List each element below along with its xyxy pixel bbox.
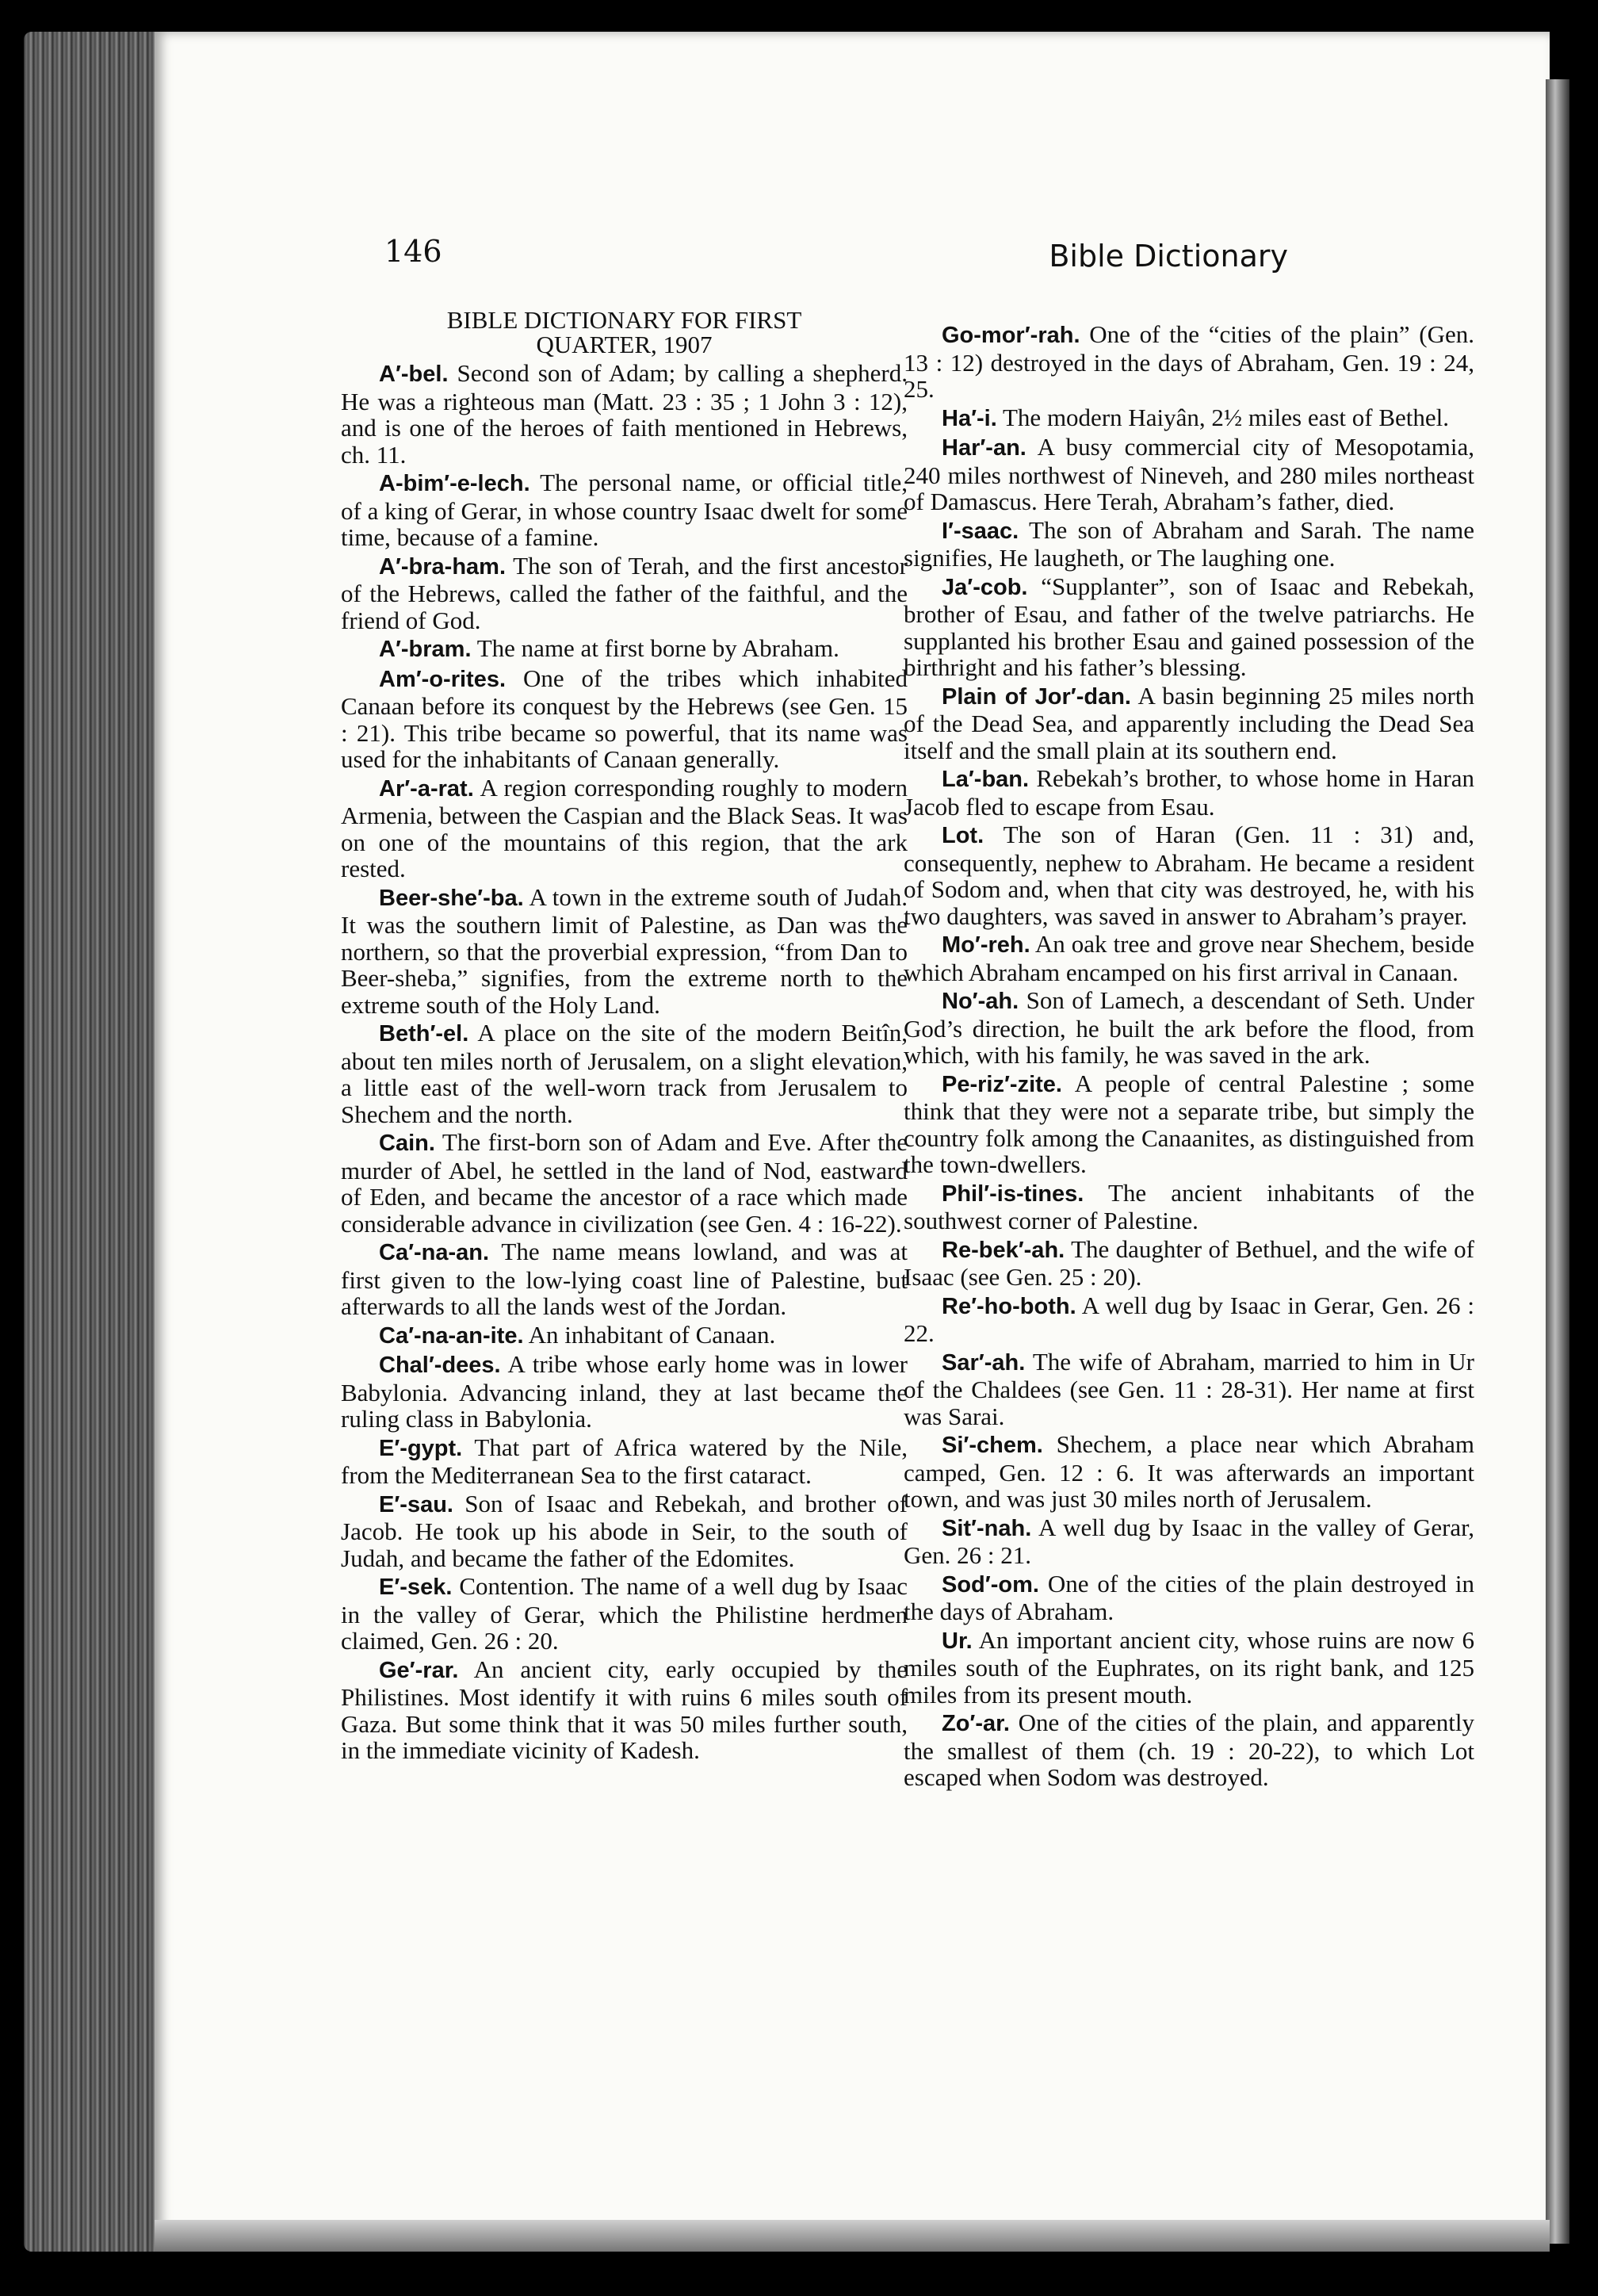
page-header (384, 234, 1288, 289)
entry-perizzite (904, 1070, 1474, 1178)
page-bottom-shadow (155, 2220, 1550, 2252)
entry-term: A′-bra-ham. (379, 553, 507, 580)
entry-definition: A tribe whose early home was in lower Babylonia. Advancing inland, they at last became the ruling class in Babylonia. (341, 1350, 908, 1433)
entry-term: Beer-she′-ba. (379, 885, 524, 911)
entry-term: Sod′-om. (942, 1571, 1039, 1598)
entry-definition: The personal name, or official title, of a king of Gerar, in whose country Isaac dwelt for some time, because of a famine. (341, 469, 908, 551)
entry-sichem (904, 1431, 1474, 1513)
entry-abram (341, 635, 908, 664)
entry-sitnah (904, 1514, 1474, 1569)
entry-term: Phil′-is-tines. (942, 1181, 1084, 1207)
entry-term: Ja′-cob. (942, 574, 1028, 600)
entry-definition: Contention. The name of a well dug by Isaac in the valley of Gerar, which the Philistine herdmen claimed, Gen. 26 : 20. (341, 1572, 908, 1655)
entry-definition: The name means lowland, and was at first given to the low-lying coast line of Palestine, but afterwards to all the lands west of the Jordan. (341, 1238, 908, 1320)
entry-definition: Shechem, a place near which Abraham camped, Gen. 12 : 6. It was afterwards an important town, and was just 30 miles north of Jerusalem. (904, 1430, 1475, 1513)
entry-definition: An inhabitant of Canaan. (528, 1320, 776, 1349)
entry-definition: One of the tribes which inhabited Canaan before its conquest by the Hebrews (see Gen. 15 : 21). This tribe became so powerful, that its name was used for the inhabitants of Canaan generally. (341, 664, 908, 773)
entry-isaac (904, 517, 1474, 572)
entry-term: Ha′-i. (942, 405, 997, 431)
entry-sodom (904, 1571, 1474, 1625)
entry-definition: A well dug by Isaac in the valley of Gerar, Gen. 26 : 21. (904, 1513, 1474, 1569)
entry-abimelech (341, 469, 908, 551)
entry-definition: The daughter of Bethuel, and the wife of Isaac (see Gen. 25 : 20). (904, 1234, 1474, 1291)
entry-term: Pe-riz′-zite. (942, 1071, 1062, 1097)
entry-egypt (341, 1434, 908, 1489)
entry-term: E′-sau. (379, 1491, 453, 1517)
entry-definition: The son of Terah, and the first ancestor of the Hebrews, called the father of the faithful, and the friend of God. (341, 551, 908, 634)
entry-abraham (341, 553, 908, 634)
entry-canaan (341, 1238, 908, 1320)
running-title: Bible Dictionary (1049, 239, 1288, 274)
entry-definition: The name at first borne by Abraham. (476, 634, 839, 662)
entry-sarah (904, 1349, 1474, 1430)
entry-definition: A well dug by Isaac in Gerar, Gen. 26 : 22. (904, 1291, 1474, 1347)
entry-gerar (341, 1656, 908, 1764)
entry-term: E′-sek. (379, 1575, 453, 1600)
entry-amorites (341, 665, 908, 773)
entry-term: Sar′-ah. (942, 1349, 1026, 1376)
entry-definition: Son of Isaac and Rebekah, and brother of Jacob. He took up his abode in Seir, to the south of Judah, and became the father of the Edomites. (341, 1489, 908, 1572)
entry-definition: The modern Haiyân, 2½ miles east of Bethel. (1003, 403, 1450, 431)
entry-term: Plain of Jor′-dan. (942, 683, 1131, 710)
entry-term: Re′-ho-both. (942, 1293, 1076, 1319)
entry-gomorrah (904, 321, 1474, 403)
entry-bethel (341, 1020, 908, 1127)
entry-haran (904, 434, 1474, 515)
entry-definition: “Supplanter”, son of Isaac and Rebekah, brother of Esau, and father of the twelve patriarchs. He supplanted his brother Esau and gained possession of the birthright and his father’s blessing. (904, 572, 1475, 681)
entry-term: Har′-an. (942, 435, 1026, 461)
entry-definition: The son of Haran (Gen. 11 : 31) and, consequently, nephew to Abraham. He became a resident of Sodom and, when that city was destroyed, he, with his two daughters, was saved in answer to Abraham’s prayer. (904, 821, 1474, 930)
entry-definition: One of the “cities of the plain” (Gen. 13 : 12) destroyed in the days of Abraham, Gen. 19 : 24, 25. (904, 320, 1475, 403)
entry-definition: A region corresponding roughly to modern Armenia, between the Caspian and the Black Seas. It was on one of the mountains of this region, that the ark rested. (341, 773, 908, 882)
entry-abel (341, 360, 908, 468)
entry-definition: A town in the extreme south of Judah. It was the southern limit of Palestine, as Dan was the northern, so that the proverbial expression, “from Dan to Beer-sheba,” signifies, from the extreme north to the extreme south of the Holy Land. (341, 882, 908, 1019)
entry-term: Am′-o-rites. (379, 666, 507, 692)
entry-ur (904, 1627, 1474, 1709)
entry-term: Ge′-rar. (379, 1657, 459, 1683)
entry-definition: Rebekah’s brother, to whose home in Haran Jacob fled to escape from Esau. (904, 764, 1474, 821)
entry-definition: The ancient inhabitants of the southwest corner of Palestine. (904, 1178, 1474, 1234)
entry-term: A′-bram. (379, 637, 472, 662)
entry-plain-of-jordan (904, 683, 1474, 764)
entry-beersheba (341, 884, 908, 1019)
entry-term: Ca′-na-an-ite. (379, 1322, 524, 1349)
entry-chaldees (341, 1351, 908, 1433)
entry-hai (904, 404, 1474, 433)
entry-philistines (904, 1180, 1474, 1234)
entry-term: Go-mor′-rah. (942, 323, 1080, 348)
entry-definition: An oak tree and grove near Shechem, beside which Abraham encamped on his first arrival in Canaan. (904, 930, 1474, 986)
heading-line-2: QUARTER, 1907 (536, 331, 713, 358)
heading-line-1: BIBLE DICTIONARY FOR FIRST (446, 306, 802, 334)
entry-definition: One of the cities of the plain, and apparently the smallest of them (ch. 19 : 20-22), to which Lot escaped when Sodom was destroyed. (904, 1709, 1475, 1791)
entry-canaanite (341, 1322, 908, 1350)
entry-term: A-bim′-e-lech. (379, 471, 530, 496)
entry-term: Si′-chem. (942, 1433, 1043, 1458)
entry-jacob (904, 573, 1474, 681)
entry-definition: A basin beginning 25 miles north of the Dead Sea, and apparently including the Dead Sea itself and the small plain at its southern end. (904, 681, 1474, 764)
entry-term: Beth′-el. (379, 1021, 469, 1047)
entry-term: Ca′-na-an. (379, 1240, 490, 1265)
entry-term: E′-gypt. (379, 1435, 463, 1461)
entry-definition: An important ancient city, whose ruins are now 6 miles south of the Euphrates, on its right bank, and 125 miles from its present mouth. (904, 1625, 1474, 1709)
entry-esau (341, 1490, 908, 1572)
entry-lot (904, 821, 1474, 929)
right-page-edge (1546, 79, 1569, 2244)
entry-ararat (341, 775, 908, 882)
entry-definition: An ancient city, early occupied by the Philistines. Most identify it with ruins 6 miles south of Gaza. But some think that it was 50 miles further south, in the immediate vicinity of Kadesh. (341, 1655, 908, 1764)
page-number: 146 (384, 234, 442, 269)
entry-definition: A busy commercial city of Mesopotamia, 240 miles northwest of Nineveh, and 280 miles northeast of Damascus. Here Terah, Abraham’s father, died. (904, 433, 1474, 515)
entry-moreh (904, 931, 1474, 985)
entry-definition: One of the cities of the plain destroyed in the days of Abraham. (904, 1569, 1475, 1625)
dictionary-heading (341, 308, 908, 357)
entry-noah (904, 987, 1474, 1069)
entry-term: Cain. (379, 1131, 435, 1156)
entry-definition: The first-born son of Adam and Eve. After the murder of Abel, he settled in the land of Nod, eastward of Eden, and became the ancestor of a race which made considerable advance in civilization (see Gen. 4 : 16-22). (341, 1128, 908, 1238)
entry-term: Zo′-ar. (942, 1711, 1010, 1736)
entry-term: La′-ban. (942, 767, 1030, 792)
entry-definition: The wife of Abraham, married to him in Ur of the Chaldees (see Gen. 11 : 28-31). Her name at first was Sarai. (904, 1347, 1474, 1430)
entry-definition: The son of Abraham and Sarah. The name signifies, He laugheth, or The laughing one. (904, 515, 1474, 572)
entry-definition: That part of Africa watered by the Nile, from the Mediterranean Sea to the first cataract. (341, 1433, 908, 1489)
entry-term: Lot. (942, 823, 984, 848)
entry-definition: A place on the site of the modern Beitîn, about ten miles north of Jerusalem, on a slight elevation, a little east of the well-worn track from Jerusalem to Shechem and the north. (341, 1019, 908, 1128)
entry-definition: A people of central Palestine ; some think that they were not a separate tribe, but simply the country folk among the Canaanites, as distinguished from the town-dwellers. (904, 1069, 1474, 1178)
entry-rehoboth (904, 1292, 1474, 1347)
entry-zoar (904, 1709, 1474, 1791)
entry-term: No′-ah. (942, 989, 1019, 1014)
entry-cain (341, 1129, 908, 1237)
right-column (904, 321, 1474, 1793)
entry-term: Chal′-dees. (379, 1353, 501, 1378)
entry-rebekah (904, 1236, 1474, 1291)
entry-term: Re-bek′-ah. (942, 1237, 1065, 1263)
entry-definition: Second son of Adam; by calling a shepherd. He was a righteous man (Matt. 23 : 35 ; 1 John 3 : 12), and is one of the heroes of faith mentioned in Hebrews, ch. 11. (341, 359, 908, 469)
entry-term: Ur. (942, 1628, 973, 1654)
entry-definition: Son of Lamech, a descendant of Seth. Under God’s direction, he built the ark before the flood, from which, with his family, he was saved in the ark. (904, 986, 1474, 1069)
left-column (341, 308, 908, 1766)
entry-term: A′-bel. (379, 362, 449, 387)
entry-term: Sit′-nah. (942, 1515, 1032, 1541)
entry-esek (341, 1573, 908, 1655)
entry-laban (904, 765, 1474, 820)
entry-term: Ar′-a-rat. (379, 775, 474, 802)
entry-term: I′-saac. (942, 518, 1019, 544)
entry-term: Mo′-reh. (942, 932, 1030, 958)
